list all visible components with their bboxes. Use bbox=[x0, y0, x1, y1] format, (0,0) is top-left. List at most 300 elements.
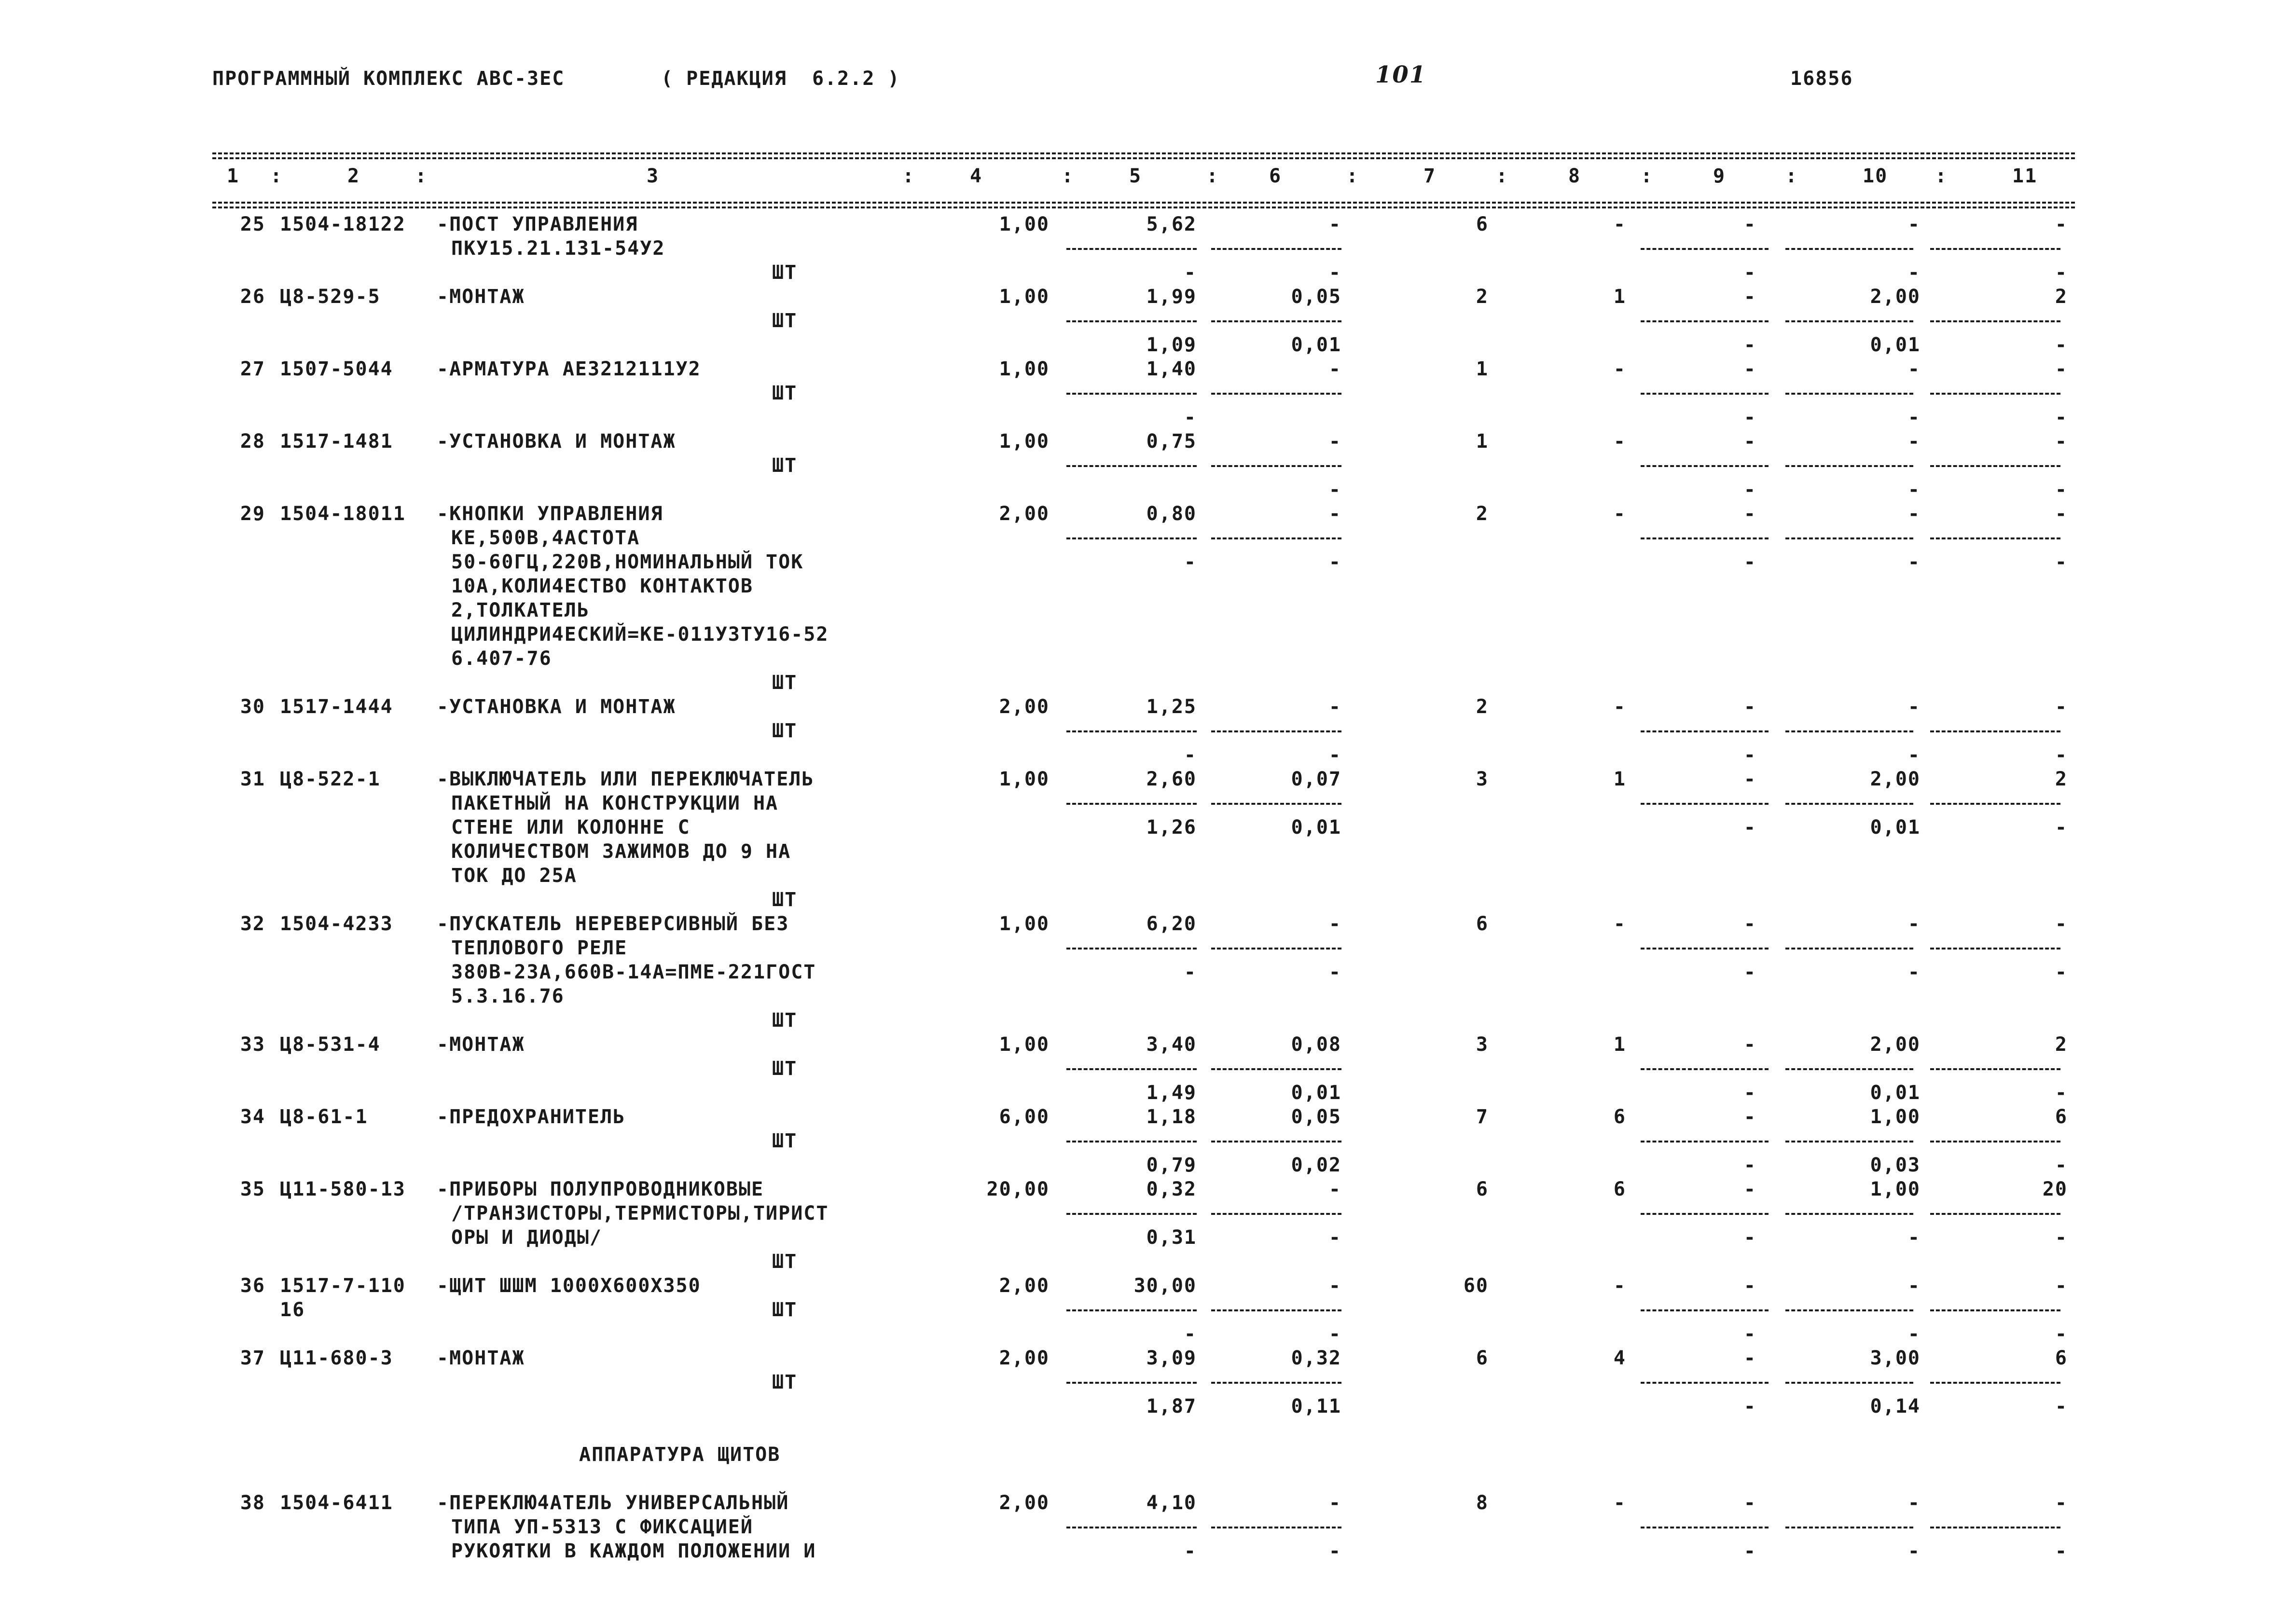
row-description-line: ЦИЛИНДРИ4ЕСКИЙ=КЕ-011У3ТУ16-52 bbox=[451, 623, 829, 646]
cell-c6b: - bbox=[1328, 261, 1341, 284]
cell-c4: 1,00 bbox=[999, 913, 1050, 935]
cell-c6: 0,05 bbox=[1291, 286, 1341, 308]
row-code: 1517-1444 bbox=[280, 696, 393, 718]
cell-c7: 1 bbox=[1476, 430, 1489, 453]
cell-c11: - bbox=[2055, 430, 2068, 453]
value-underline bbox=[1211, 393, 1341, 395]
cell-c7: 60 bbox=[1463, 1275, 1489, 1297]
cell-c4: 6,00 bbox=[999, 1106, 1050, 1128]
cell-c8: 4 bbox=[1613, 1347, 1626, 1369]
row-code: Ц8-522-1 bbox=[280, 768, 381, 790]
row-code: Ц11-680-3 bbox=[280, 1347, 393, 1369]
cell-c10: 2,00 bbox=[1870, 1033, 1921, 1056]
cell-c9b: - bbox=[1743, 961, 1756, 983]
cell-c11: 20 bbox=[2042, 1178, 2068, 1200]
value-underline bbox=[1930, 803, 2060, 805]
cell-c7: 2 bbox=[1476, 503, 1489, 525]
row-description-line: ОРЫ И ДИОДЫ/ bbox=[451, 1226, 602, 1249]
row-code: Ц11-580-13 bbox=[280, 1178, 406, 1200]
cell-c5b: - bbox=[1184, 261, 1197, 284]
cell-c6: 0,32 bbox=[1291, 1347, 1341, 1369]
cell-c10: - bbox=[1907, 913, 1921, 935]
cell-c6: 0,07 bbox=[1291, 768, 1341, 790]
cell-c5b: 0,31 bbox=[1146, 1226, 1197, 1249]
row-description-line: -ПОСТ УПРАВЛЕНИЯ bbox=[437, 213, 638, 235]
value-underline bbox=[1211, 1309, 1341, 1311]
cell-c10b: 0,14 bbox=[1870, 1395, 1921, 1418]
cell-c9: - bbox=[1743, 286, 1756, 308]
row-number: 35 bbox=[240, 1178, 265, 1200]
row-description-line: ПАКЕТНЫЙ НА КОНСТРУКЦИИ НА bbox=[451, 792, 779, 814]
cell-c9: - bbox=[1743, 430, 1756, 453]
cell-c6: - bbox=[1328, 503, 1341, 525]
cell-c11b: - bbox=[2055, 1154, 2068, 1176]
cell-c7: 8 bbox=[1476, 1492, 1489, 1514]
cell-c5: 30,00 bbox=[1133, 1275, 1197, 1297]
cell-c6b: 0,11 bbox=[1291, 1395, 1341, 1418]
cell-c5b: 0,79 bbox=[1146, 1154, 1197, 1176]
cell-c5: 0,32 bbox=[1146, 1178, 1197, 1200]
cell-c11: 2 bbox=[2055, 768, 2068, 790]
value-underline bbox=[1930, 537, 2060, 539]
value-underline bbox=[1211, 1382, 1341, 1384]
document-number: 16856 bbox=[1790, 68, 1853, 90]
value-underline bbox=[1066, 320, 1197, 322]
row-description-line: -МОНТАЖ bbox=[437, 286, 525, 308]
cell-c10b: - bbox=[1907, 961, 1921, 983]
value-underline bbox=[1066, 248, 1197, 250]
value-underline bbox=[1641, 465, 1769, 467]
value-underline bbox=[1785, 537, 1913, 539]
cell-c9b: - bbox=[1743, 1226, 1756, 1249]
column-number-6: 6 bbox=[1269, 165, 1282, 187]
value-underline bbox=[1641, 393, 1769, 395]
cell-c5b: 1,87 bbox=[1146, 1395, 1197, 1418]
row-code: 1504-18122 bbox=[280, 213, 406, 235]
value-underline bbox=[1211, 730, 1341, 732]
cell-c7: 1 bbox=[1476, 358, 1489, 380]
value-underline bbox=[1211, 948, 1341, 950]
cell-c6: - bbox=[1328, 1178, 1341, 1200]
cell-c10b: 0,01 bbox=[1870, 334, 1921, 356]
cell-c11: 2 bbox=[2055, 286, 2068, 308]
row-description-line: КЕ,500В,4АСТОТА bbox=[451, 527, 640, 549]
value-underline bbox=[1066, 803, 1197, 805]
value-underline bbox=[1641, 803, 1769, 805]
value-underline bbox=[1930, 1141, 2060, 1142]
page-number: 101 bbox=[1375, 61, 1427, 88]
cell-c11: - bbox=[2055, 1275, 2068, 1297]
value-underline bbox=[1641, 248, 1769, 250]
row-description-line: -МОНТАЖ bbox=[437, 1347, 525, 1369]
value-underline bbox=[1785, 948, 1913, 950]
value-underline bbox=[1930, 393, 2060, 395]
header-rule-bottom-2 bbox=[212, 206, 2075, 208]
cell-c9b: - bbox=[1743, 1323, 1756, 1345]
row-description-line: 10А,КОЛИ4ЕСТВО КОНТАКТОВ bbox=[451, 575, 753, 597]
cell-c6: - bbox=[1328, 696, 1341, 718]
row-number: 27 bbox=[240, 358, 265, 380]
cell-c11b: - bbox=[2055, 744, 2068, 766]
value-underline bbox=[1785, 248, 1913, 250]
row-unit: ШТ bbox=[772, 261, 798, 284]
cell-c6b: 0,02 bbox=[1291, 1154, 1341, 1176]
cell-c5b: - bbox=[1184, 744, 1197, 766]
column-separator: : bbox=[1346, 165, 1359, 187]
value-underline bbox=[1785, 465, 1913, 467]
cell-c11b: - bbox=[2055, 406, 2068, 428]
cell-c4: 1,00 bbox=[999, 358, 1050, 380]
row-description-line: РУКОЯТКИ В КАЖДОМ ПОЛОЖЕНИИ И bbox=[451, 1540, 816, 1562]
cell-c8: - bbox=[1613, 430, 1626, 453]
cell-c8: - bbox=[1613, 1275, 1626, 1297]
value-underline bbox=[1211, 1213, 1341, 1215]
value-underline bbox=[1641, 537, 1769, 539]
cell-c9: - bbox=[1743, 1033, 1756, 1056]
cell-c9b: - bbox=[1743, 551, 1756, 573]
cell-c9: - bbox=[1743, 1492, 1756, 1514]
cell-c6: - bbox=[1328, 358, 1341, 380]
row-number: 28 bbox=[240, 430, 265, 453]
value-underline bbox=[1930, 248, 2060, 250]
header-rule-top bbox=[212, 152, 2075, 154]
cell-c11: - bbox=[2055, 696, 2068, 718]
column-separator: : bbox=[1935, 165, 1948, 187]
row-code: Ц8-531-4 bbox=[280, 1033, 381, 1056]
row-description-line: 6.407-76 bbox=[451, 647, 552, 670]
column-separator: : bbox=[902, 165, 915, 187]
row-description-line: -ЩИТ ШШМ 1000Х600Х350 bbox=[437, 1275, 701, 1297]
cell-c4: 20,00 bbox=[986, 1178, 1050, 1200]
row-unit: ШТ bbox=[772, 889, 798, 911]
cell-c6b: 0,01 bbox=[1291, 1082, 1341, 1104]
value-underline bbox=[1211, 465, 1341, 467]
row-unit: ШТ bbox=[772, 454, 798, 477]
program-title: ПРОГРАММНЫЙ КОМПЛЕКС АВС-3ЕС bbox=[212, 68, 565, 90]
cell-c11b: - bbox=[2055, 961, 2068, 983]
row-code: Ц8-61-1 bbox=[280, 1106, 368, 1128]
cell-c4: 2,00 bbox=[999, 1347, 1050, 1369]
value-underline bbox=[1930, 1527, 2060, 1528]
column-number-1: 1 bbox=[227, 165, 240, 187]
row-description-line: -УСТАНОВКА И МОНТАЖ bbox=[437, 430, 676, 453]
cell-c6b: - bbox=[1328, 551, 1341, 573]
row-description-line: КОЛИЧЕСТВОМ ЗАЖИМОВ ДО 9 НА bbox=[451, 840, 791, 863]
cell-c5b: - bbox=[1184, 551, 1197, 573]
column-separator: : bbox=[1785, 165, 1798, 187]
row-description-line: 380В-23А,660В-14А=ПМЕ-221ГОСТ bbox=[451, 961, 816, 983]
cell-c7: 6 bbox=[1476, 913, 1489, 935]
row-number: 26 bbox=[240, 286, 265, 308]
cell-c4: 2,00 bbox=[999, 503, 1050, 525]
row-code: 1504-18011 bbox=[280, 503, 406, 525]
row-unit: ШТ bbox=[772, 1058, 798, 1080]
cell-c9: - bbox=[1743, 1275, 1756, 1297]
cell-c7: 6 bbox=[1476, 1178, 1489, 1200]
value-underline bbox=[1930, 948, 2060, 950]
row-description-line: -ПРЕДОХРАНИТЕЛЬ bbox=[437, 1106, 626, 1128]
cell-c10: 2,00 bbox=[1870, 768, 1921, 790]
cell-c10: 2,00 bbox=[1870, 286, 1921, 308]
cell-c4: 1,00 bbox=[999, 213, 1050, 235]
row-unit: ШТ bbox=[772, 672, 798, 694]
value-underline bbox=[1785, 1527, 1913, 1528]
cell-c6b: - bbox=[1328, 1226, 1341, 1249]
cell-c10b: - bbox=[1907, 261, 1921, 284]
cell-c11b: - bbox=[2055, 479, 2068, 501]
cell-c9b: - bbox=[1743, 1540, 1756, 1562]
value-underline bbox=[1066, 1213, 1197, 1215]
value-underline bbox=[1785, 1309, 1913, 1311]
cell-c5: 0,75 bbox=[1146, 430, 1197, 453]
value-underline bbox=[1211, 1141, 1341, 1142]
value-underline bbox=[1930, 320, 2060, 322]
cell-c8: - bbox=[1613, 913, 1626, 935]
row-description-line: /ТРАНЗИСТОРЫ,ТЕРМИСТОРЫ,ТИРИСТ bbox=[451, 1202, 829, 1225]
cell-c9b: - bbox=[1743, 816, 1756, 839]
value-underline bbox=[1211, 537, 1341, 539]
row-number: 25 bbox=[240, 213, 265, 235]
cell-c8: 6 bbox=[1613, 1106, 1626, 1128]
cell-c8: 1 bbox=[1613, 286, 1626, 308]
row-description-line: 5.3.16.76 bbox=[451, 985, 565, 1007]
cell-c9b: - bbox=[1743, 406, 1756, 428]
cell-c10b: 0,03 bbox=[1870, 1154, 1921, 1176]
column-separator: : bbox=[1496, 165, 1509, 187]
value-underline bbox=[1785, 803, 1913, 805]
value-underline bbox=[1641, 1527, 1769, 1528]
row-unit: ШТ bbox=[772, 720, 798, 742]
row-description-line: -МОНТАЖ bbox=[437, 1033, 525, 1056]
cell-c11: 2 bbox=[2055, 1033, 2068, 1056]
value-underline bbox=[1930, 1382, 2060, 1384]
cell-c10: - bbox=[1907, 696, 1921, 718]
row-number: 29 bbox=[240, 503, 265, 525]
cell-c6: - bbox=[1328, 430, 1341, 453]
cell-c9b: - bbox=[1743, 261, 1756, 284]
cell-c5: 4,10 bbox=[1146, 1492, 1197, 1514]
cell-c5: 0,80 bbox=[1146, 503, 1197, 525]
cell-c10: - bbox=[1907, 358, 1921, 380]
row-number: 38 bbox=[240, 1492, 265, 1514]
cell-c7: 2 bbox=[1476, 286, 1489, 308]
row-unit: ШТ bbox=[772, 1251, 798, 1273]
row-number: 37 bbox=[240, 1347, 265, 1369]
value-underline bbox=[1211, 1527, 1341, 1528]
cell-c11b: - bbox=[2055, 1082, 2068, 1104]
cell-c7: 2 bbox=[1476, 696, 1489, 718]
cell-c10b: - bbox=[1907, 1226, 1921, 1249]
cell-c11b: - bbox=[2055, 1395, 2068, 1418]
column-number-10: 10 bbox=[1863, 165, 1888, 187]
cell-c11b: - bbox=[2055, 1323, 2068, 1345]
row-description-line: -ПЕРЕКЛЮ4АТЕЛЬ УНИВЕРСАЛЬНЫЙ bbox=[437, 1492, 789, 1514]
cell-c10: - bbox=[1907, 1275, 1921, 1297]
row-code: 1517-1481 bbox=[280, 430, 393, 453]
column-separator: : bbox=[270, 165, 283, 187]
section-title: АППАРАТУРА ЩИТОВ bbox=[579, 1444, 781, 1466]
cell-c11b: - bbox=[2055, 334, 2068, 356]
cell-c11: - bbox=[2055, 1492, 2068, 1514]
cell-c10b: - bbox=[1907, 1540, 1921, 1562]
cell-c6b: - bbox=[1328, 744, 1341, 766]
value-underline bbox=[1785, 1382, 1913, 1384]
cell-c10: - bbox=[1907, 1492, 1921, 1514]
header-rule-bottom bbox=[212, 202, 2075, 204]
cell-c11b: - bbox=[2055, 816, 2068, 839]
value-underline bbox=[1066, 1141, 1197, 1142]
cell-c10b: - bbox=[1907, 1323, 1921, 1345]
row-description-line: ТЕПЛОВОГО РЕЛЕ bbox=[451, 937, 628, 959]
value-underline bbox=[1785, 730, 1913, 732]
cell-c11b: - bbox=[2055, 551, 2068, 573]
row-description-line: ПКУ15.21.131-54У2 bbox=[451, 237, 665, 260]
cell-c5: 2,60 bbox=[1146, 768, 1197, 790]
cell-c9b: - bbox=[1743, 1395, 1756, 1418]
cell-c9: - bbox=[1743, 358, 1756, 380]
row-code-continued: 16 bbox=[280, 1299, 305, 1321]
value-underline bbox=[1641, 1213, 1769, 1215]
cell-c11b: - bbox=[2055, 1540, 2068, 1562]
row-code: 1504-4233 bbox=[280, 913, 393, 935]
cell-c6b: - bbox=[1328, 479, 1341, 501]
cell-c5b: 1,26 bbox=[1146, 816, 1197, 839]
row-description-line: 2,ТОЛКАТЕЛЬ bbox=[451, 599, 590, 621]
value-underline bbox=[1066, 1382, 1197, 1384]
cell-c10b: - bbox=[1907, 406, 1921, 428]
cell-c6: - bbox=[1328, 213, 1341, 235]
value-underline bbox=[1641, 948, 1769, 950]
cell-c10: 1,00 bbox=[1870, 1106, 1921, 1128]
value-underline bbox=[1785, 320, 1913, 322]
value-underline bbox=[1211, 248, 1341, 250]
cell-c9: - bbox=[1743, 768, 1756, 790]
value-underline bbox=[1211, 320, 1341, 322]
row-description-line: -ВЫКЛЮЧАТЕЛЬ ИЛИ ПЕРЕКЛЮЧАТЕЛЬ bbox=[437, 768, 815, 790]
cell-c10b: - bbox=[1907, 479, 1921, 501]
cell-c9: - bbox=[1743, 1106, 1756, 1128]
column-separator: : bbox=[1206, 165, 1219, 187]
cell-c8: - bbox=[1613, 503, 1626, 525]
cell-c9b: - bbox=[1743, 744, 1756, 766]
column-separator: : bbox=[1062, 165, 1075, 187]
value-underline bbox=[1066, 537, 1197, 539]
cell-c9: - bbox=[1743, 1347, 1756, 1369]
cell-c6b: - bbox=[1328, 1540, 1341, 1562]
row-unit: ШТ bbox=[772, 1299, 798, 1321]
value-underline bbox=[1066, 1527, 1197, 1528]
row-description-line: СТЕНЕ ИЛИ КОЛОННЕ С bbox=[451, 816, 691, 839]
cell-c10: - bbox=[1907, 503, 1921, 525]
value-underline bbox=[1066, 730, 1197, 732]
row-unit: ШТ bbox=[772, 382, 798, 404]
cell-c8: 6 bbox=[1613, 1178, 1626, 1200]
cell-c9b: - bbox=[1743, 334, 1756, 356]
cell-c5: 6,20 bbox=[1146, 913, 1197, 935]
cell-c7: 6 bbox=[1476, 213, 1489, 235]
cell-c5: 5,62 bbox=[1146, 213, 1197, 235]
value-underline bbox=[1641, 320, 1769, 322]
value-underline bbox=[1066, 393, 1197, 395]
cell-c10b: - bbox=[1907, 551, 1921, 573]
cell-c9b: - bbox=[1743, 1154, 1756, 1176]
cell-c9: - bbox=[1743, 913, 1756, 935]
cell-c9: - bbox=[1743, 213, 1756, 235]
cell-c4: 1,00 bbox=[999, 286, 1050, 308]
value-underline bbox=[1785, 1068, 1913, 1070]
cell-c7: 3 bbox=[1476, 1033, 1489, 1056]
value-underline bbox=[1785, 393, 1913, 395]
value-underline bbox=[1930, 1309, 2060, 1311]
cell-c10: - bbox=[1907, 430, 1921, 453]
cell-c11: 6 bbox=[2055, 1347, 2068, 1369]
cell-c9: - bbox=[1743, 1178, 1756, 1200]
cell-c11: 6 bbox=[2055, 1106, 2068, 1128]
cell-c6b: 0,01 bbox=[1291, 334, 1341, 356]
cell-c5b: - bbox=[1184, 406, 1197, 428]
value-underline bbox=[1641, 1382, 1769, 1384]
value-underline bbox=[1930, 1068, 2060, 1070]
row-description-line: -АРМАТУРА АЕ3212111У2 bbox=[437, 358, 701, 380]
cell-c10b: - bbox=[1907, 744, 1921, 766]
row-number: 30 bbox=[240, 696, 265, 718]
cell-c9: - bbox=[1743, 696, 1756, 718]
cell-c7: 3 bbox=[1476, 768, 1489, 790]
row-unit: ШТ bbox=[772, 310, 798, 332]
column-number-7: 7 bbox=[1423, 165, 1437, 187]
cell-c5b: 1,09 bbox=[1146, 334, 1197, 356]
cell-c11: - bbox=[2055, 913, 2068, 935]
row-number: 32 bbox=[240, 913, 265, 935]
row-code: Ц8-529-5 bbox=[280, 286, 381, 308]
cell-c5: 1,18 bbox=[1146, 1106, 1197, 1128]
row-description-line: -КНОПКИ УПРАВЛЕНИЯ bbox=[437, 503, 663, 525]
cell-c5: 3,09 bbox=[1146, 1347, 1197, 1369]
cell-c5: 3,40 bbox=[1146, 1033, 1197, 1056]
row-description-line: -УСТАНОВКА И МОНТАЖ bbox=[437, 696, 676, 718]
column-separator: : bbox=[415, 165, 428, 187]
cell-c10b: 0,01 bbox=[1870, 1082, 1921, 1104]
cell-c8: 1 bbox=[1613, 1033, 1626, 1056]
value-underline bbox=[1066, 465, 1197, 467]
row-number: 33 bbox=[240, 1033, 265, 1056]
column-number-4: 4 bbox=[970, 165, 983, 187]
cell-c8: - bbox=[1613, 1492, 1626, 1514]
row-description-line: ТИПА УП-5313 С ФИКСАЦИЕЙ bbox=[451, 1516, 753, 1538]
cell-c8: - bbox=[1613, 696, 1626, 718]
cell-c10: 1,00 bbox=[1870, 1178, 1921, 1200]
value-underline bbox=[1930, 1213, 2060, 1215]
row-number: 36 bbox=[240, 1275, 265, 1297]
column-number-3: 3 bbox=[647, 165, 660, 187]
cell-c11b: - bbox=[2055, 1226, 2068, 1249]
cell-c11: - bbox=[2055, 213, 2068, 235]
cell-c10b: 0,01 bbox=[1870, 816, 1921, 839]
cell-c5b: 1,49 bbox=[1146, 1082, 1197, 1104]
row-code: 1507-5044 bbox=[280, 358, 393, 380]
column-number-11: 11 bbox=[2012, 165, 2038, 187]
cell-c5: 1,25 bbox=[1146, 696, 1197, 718]
cell-c4: 2,00 bbox=[999, 1492, 1050, 1514]
cell-c6b: - bbox=[1328, 1323, 1341, 1345]
row-code: 1504-6411 bbox=[280, 1492, 393, 1514]
row-unit: ШТ bbox=[772, 1371, 798, 1393]
column-separator: : bbox=[1641, 165, 1654, 187]
column-number-8: 8 bbox=[1568, 165, 1581, 187]
row-unit: ШТ bbox=[772, 1130, 798, 1152]
cell-c5b: - bbox=[1184, 1540, 1197, 1562]
cell-c8: - bbox=[1613, 213, 1626, 235]
